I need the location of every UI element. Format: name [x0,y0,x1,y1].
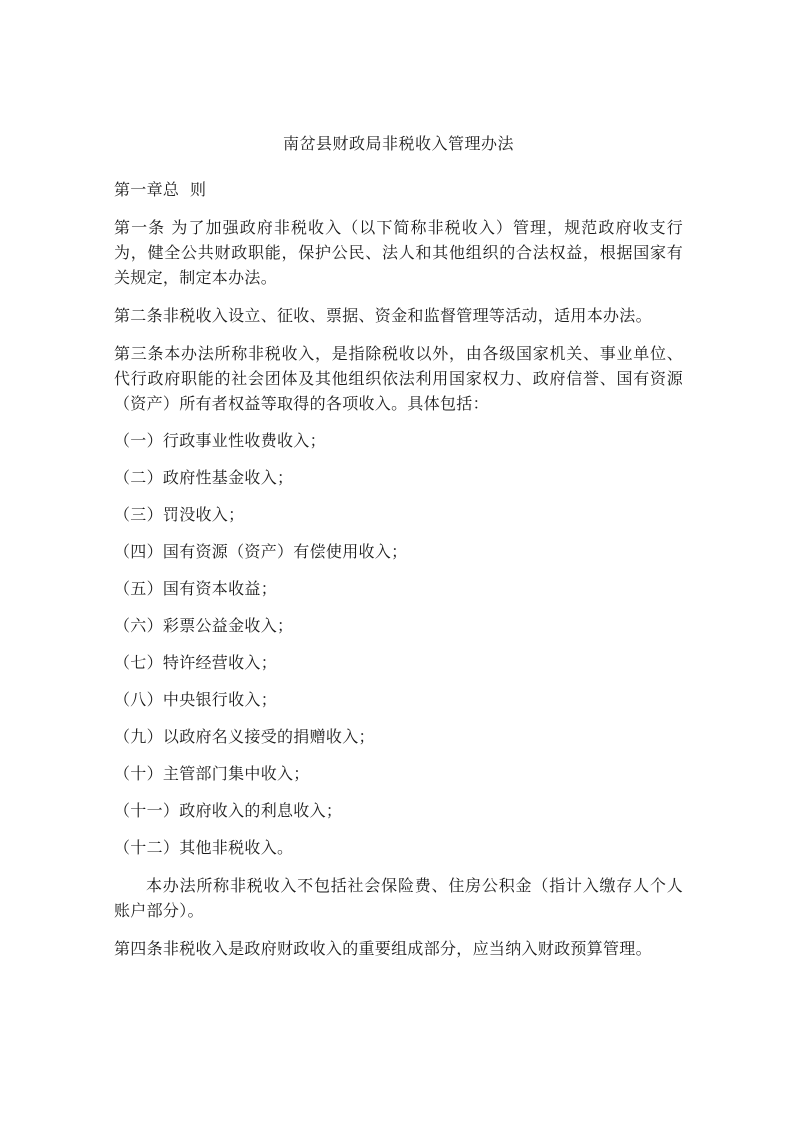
article-3: 第三条本办法所称非税收入，是指除税收以外，由各级国家机关、事业单位、代行政府职能的社会团体及其他组织依法利用国家权力、政府信誉、国有资源（资产）所有者权益等取得的各项收入。具体包括： [114,344,683,413]
document-title: 南岔县财政局非税收入管理办法 [282,134,514,153]
income-category-list [114,429,683,860]
exclusion-note: 本办法所称非税收入不包括社会保险费、住房公积金（指计入缴存人个人账户部分）。 [114,876,683,920]
list-item: （八）中央银行收入； [114,690,278,709]
list-item: （六）彩票公益金收入； [114,616,294,635]
list-item: （四）国有资源（资产）有偿使用收入； [114,542,408,561]
list-item: （一）行政事业性收费收入； [114,431,326,450]
list-item: （十二）其他非税收入。 [114,838,294,857]
list-item: （十）主管部门集中收入； [114,764,310,783]
list-item: （九）以政府名义接受的捐赠收入； [114,727,375,746]
article-1: 第一条 为了加强政府非税收入（以下简称非税收入）管理，规范政府收支行为，健全公共财政职能，保护公民、法人和其他组织的合法权益，根据国家有关规定，制定本办法。 [114,218,683,287]
article-4: 第四条非税收入是政府财政收入的重要组成部分，应当纳入财政预算管理。 [114,939,652,958]
list-item: （二）政府性基金收入； [114,468,294,487]
list-item: （十一）政府收入的利息收入； [114,801,343,820]
article-2: 第二条非税收入设立、征收、票据、资金和监督管理等活动，适用本办法。 [114,306,652,325]
list-item: （五）国有资本收益； [114,579,278,598]
list-item: （七）特许经营收入； [114,653,278,672]
chapter-heading: 第一章总 则 [114,180,207,199]
list-item: （三）罚没收入； [114,505,245,524]
